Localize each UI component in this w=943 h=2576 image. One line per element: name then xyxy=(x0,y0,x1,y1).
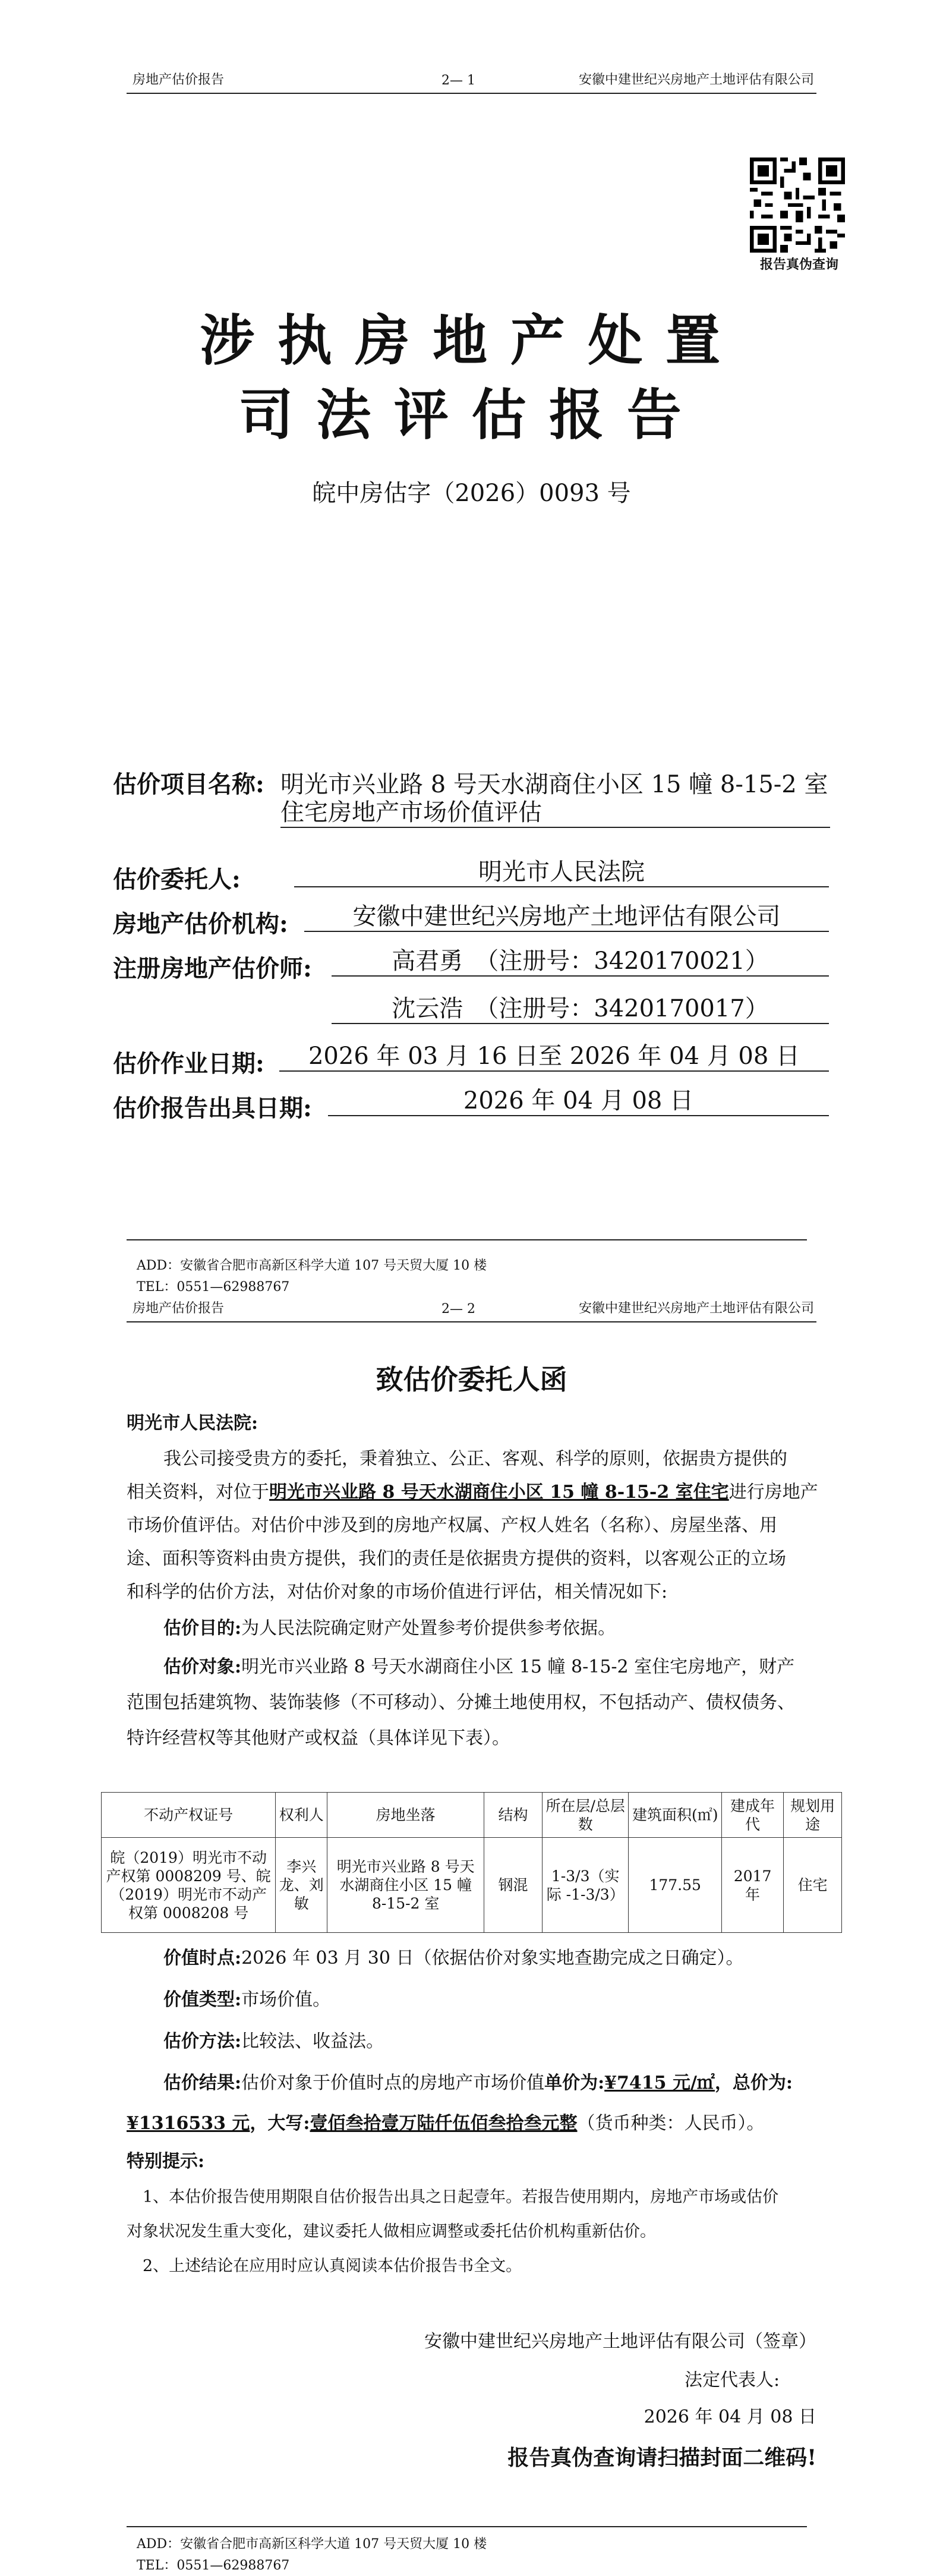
intro-line-5: 和科学的估价方法，对估价对象的市场价值进行评估，相关情况如下: xyxy=(127,1582,668,1602)
intro-line-4: 途、面积等资料由贵方提供，我们的责任是依据贵方提供的资料，以客观公正的立场 xyxy=(127,1548,786,1569)
result-line-2 xyxy=(127,2112,765,2136)
footer-address: ADD：安徽省合肥市高新区科学大道 107 号天贸大厦 10 楼 xyxy=(137,1258,487,1273)
result-1a: 估价对象于价值时点的房地产市场价值 xyxy=(241,2073,545,2093)
result-unit-price: ¥7415 元/㎡ xyxy=(604,2073,715,2093)
header-page-number: 2— 2 xyxy=(441,1302,475,1317)
page-header xyxy=(127,70,816,94)
method-value: 比较法、收益法。 xyxy=(241,2031,384,2052)
notice-1a: 1、本估价报告使用期限自估价报告出具之日起壹年。若报告使用期内，房地产市场或估价 xyxy=(143,2188,779,2206)
table-cell-location: 明光市兴业路 8 号天水湖商住小区 15 幢 8-15-2 室 xyxy=(327,1838,484,1933)
value-time-label: 价值时点: xyxy=(163,1948,242,1969)
method-label: 估价方法: xyxy=(163,2031,242,2052)
footer-address: ADD：安徽省合肥市高新区科学大道 107 号天贸大厦 10 楼 xyxy=(137,2537,487,2552)
notice-label: 特别提示: xyxy=(127,2151,205,2172)
intro-2c: 进行房地产 xyxy=(728,1482,818,1503)
document-number: 皖中房估字（2026）0093 号 xyxy=(312,480,631,507)
table-header-cell: 建筑面积(㎡) xyxy=(629,1793,721,1838)
issue-date-value: 2026 年 04 月 08 日 xyxy=(328,1087,829,1116)
value-time-value: 2026 年 03 月 30 日（依据估价对象实地查勘完成之日确定）。 xyxy=(241,1948,744,1969)
purpose-line xyxy=(163,1617,616,1640)
object-line-3: 特许经营权等其他财产或权益（具体详见下表）。 xyxy=(127,1728,510,1749)
qr-caption: 报告真伪查询 xyxy=(759,257,838,272)
letter-page xyxy=(0,1299,943,2576)
sign-representative: 法定代表人: xyxy=(685,2370,780,2391)
intro-property-address: 明光市兴业路 8 号天水湖商住小区 15 幢 8-15-2 室住宅 xyxy=(269,1482,729,1503)
purpose-label: 估价目的: xyxy=(163,1618,242,1639)
salutation: 明光市人民法院: xyxy=(127,1413,258,1434)
intro-line-3: 市场价值评估。对估价中涉及到的房地产权属、产权人姓名（名称）、房屋坐落、用 xyxy=(127,1515,777,1536)
table-header-cell: 结构 xyxy=(484,1793,543,1838)
result-total-price: ¥1316533 元 xyxy=(127,2113,250,2134)
header-page-number: 2— 1 xyxy=(441,73,475,88)
table-header-cell: 所在层/总层数 xyxy=(542,1793,629,1838)
property-table xyxy=(101,1792,842,1933)
footer-tel: TEL：0551—62988767 xyxy=(137,1280,290,1295)
project-label: 估价项目名称: xyxy=(113,770,264,798)
table-cell-owner: 李兴龙、刘敏 xyxy=(276,1838,327,1933)
result-caps-label: ，大写: xyxy=(250,2113,310,2134)
page-header xyxy=(127,1299,816,1322)
table-cell-area: 177.55 xyxy=(629,1838,721,1933)
intro-line-2 xyxy=(127,1481,818,1504)
value-type-label: 价值类型: xyxy=(163,1989,242,2010)
result-line-1 xyxy=(163,2071,793,2095)
header-company: 安徽中建世纪兴房地产土地评估有限公司 xyxy=(578,1301,814,1316)
value-time-line xyxy=(163,1947,743,1970)
table-header-cell: 规划用途 xyxy=(784,1793,842,1838)
table-header-cell: 不动产权证号 xyxy=(102,1793,276,1838)
cover-title-line1: 涉执房地产处置 xyxy=(200,308,743,373)
table-header-cell: 房地坐落 xyxy=(327,1793,484,1838)
object-value-1: 明光市兴业路 8 号天水湖商住小区 15 幢 8-15-2 室住宅房地产，财产 xyxy=(241,1657,795,1677)
notice-1b: 对象状况发生重大变化，建议委托人做相应调整或委托估价机构重新估价。 xyxy=(127,2222,656,2241)
table-cell-cert-no: 皖（2019）明光市不动产权第 0008209 号、皖（2019）明光市不动产权第 0008208 号 xyxy=(102,1838,276,1933)
header-company: 安徽中建世纪兴房地产土地评估有限公司 xyxy=(578,73,814,87)
result-total-label: ，总价为: xyxy=(714,2073,793,2093)
project-value-2: 住宅房地产市场价值评估 xyxy=(280,798,830,828)
work-date-label: 估价作业日期: xyxy=(113,1050,264,1078)
table-header-row xyxy=(102,1793,842,1838)
appraiser-2: 沈云浩 （注册号：3420170017） xyxy=(332,994,829,1024)
table-cell-year: 2017 年 xyxy=(721,1838,783,1933)
sign-date: 2026 年 04 月 08 日 xyxy=(644,2407,816,2427)
header-left: 房地产估价报告 xyxy=(133,73,225,87)
client-value: 明光市人民法院 xyxy=(294,858,829,887)
footer-tel: TEL：0551—62988767 xyxy=(137,2558,290,2573)
qr-reminder: 报告真伪查询请扫描封面二维码! xyxy=(507,2445,816,2470)
issue-date-label: 估价报告出具日期: xyxy=(113,1094,312,1122)
method-line xyxy=(163,2030,384,2054)
appraiser-1: 高君勇 （注册号：3420170021） xyxy=(332,947,829,977)
agency-label: 房地产估价机构: xyxy=(113,910,288,938)
object-label: 估价对象: xyxy=(163,1657,242,1677)
object-line-1 xyxy=(163,1655,794,1679)
intro-2a: 相关资料，对位于 xyxy=(127,1482,269,1503)
table-row xyxy=(102,1838,842,1933)
header-left: 房地产估价报告 xyxy=(133,1301,225,1316)
object-line-2: 范围包括建筑物、装饰装修（不可移动）、分摊土地使用权，不包括动产、债权债务、 xyxy=(127,1692,795,1713)
result-unit-price-label: 单价为: xyxy=(544,2073,605,2093)
cover-title-line2: 司法评估报告 xyxy=(238,383,705,447)
notice-2: 2、上述结论在应用时应认真阅读本估价报告书全文。 xyxy=(143,2257,522,2275)
table-cell-usage: 住宅 xyxy=(784,1838,842,1933)
qr-code-icon[interactable] xyxy=(750,158,845,253)
value-type-line xyxy=(163,1988,330,2012)
work-date-value: 2026 年 03 月 16 日至 2026 年 04 月 08 日 xyxy=(279,1042,829,1072)
result-currency: （货币种类：人民币）。 xyxy=(577,2113,765,2134)
intro-line-1: 我公司接受贵方的委托，秉着独立、公正、客观、科学的原则，依据贵方提供的 xyxy=(163,1448,787,1469)
project-value-1: 明光市兴业路 8 号天水湖商住小区 15 幢 8-15-2 室 xyxy=(280,771,828,798)
footer-divider xyxy=(127,2526,807,2527)
purpose-value: 为人民法院确定财产处置参考价提供参考依据。 xyxy=(241,1618,616,1639)
result-total-caps: 壹佰叁拾壹万陆仟伍佰叁拾叁元整 xyxy=(310,2113,578,2134)
footer-divider xyxy=(127,1239,807,1240)
value-type-value: 市场价值。 xyxy=(241,1989,331,2010)
agency-value: 安徽中建世纪兴房地产土地评估有限公司 xyxy=(304,902,829,932)
letter-title: 致估价委托人函 xyxy=(376,1363,567,1396)
result-label: 估价结果: xyxy=(163,2073,242,2093)
appraiser-label: 注册房地产估价师: xyxy=(113,955,312,982)
table-header-cell: 建成年代 xyxy=(721,1793,783,1838)
table-header-cell: 权利人 xyxy=(276,1793,327,1838)
table-cell-structure: 钢混 xyxy=(484,1838,543,1933)
client-label: 估价委托人: xyxy=(113,865,241,893)
sign-company: 安徽中建世纪兴房地产土地评估有限公司（签章） xyxy=(424,2331,816,2352)
table-cell-floor: 1-3/3（实际 -1-3/3） xyxy=(542,1838,629,1933)
